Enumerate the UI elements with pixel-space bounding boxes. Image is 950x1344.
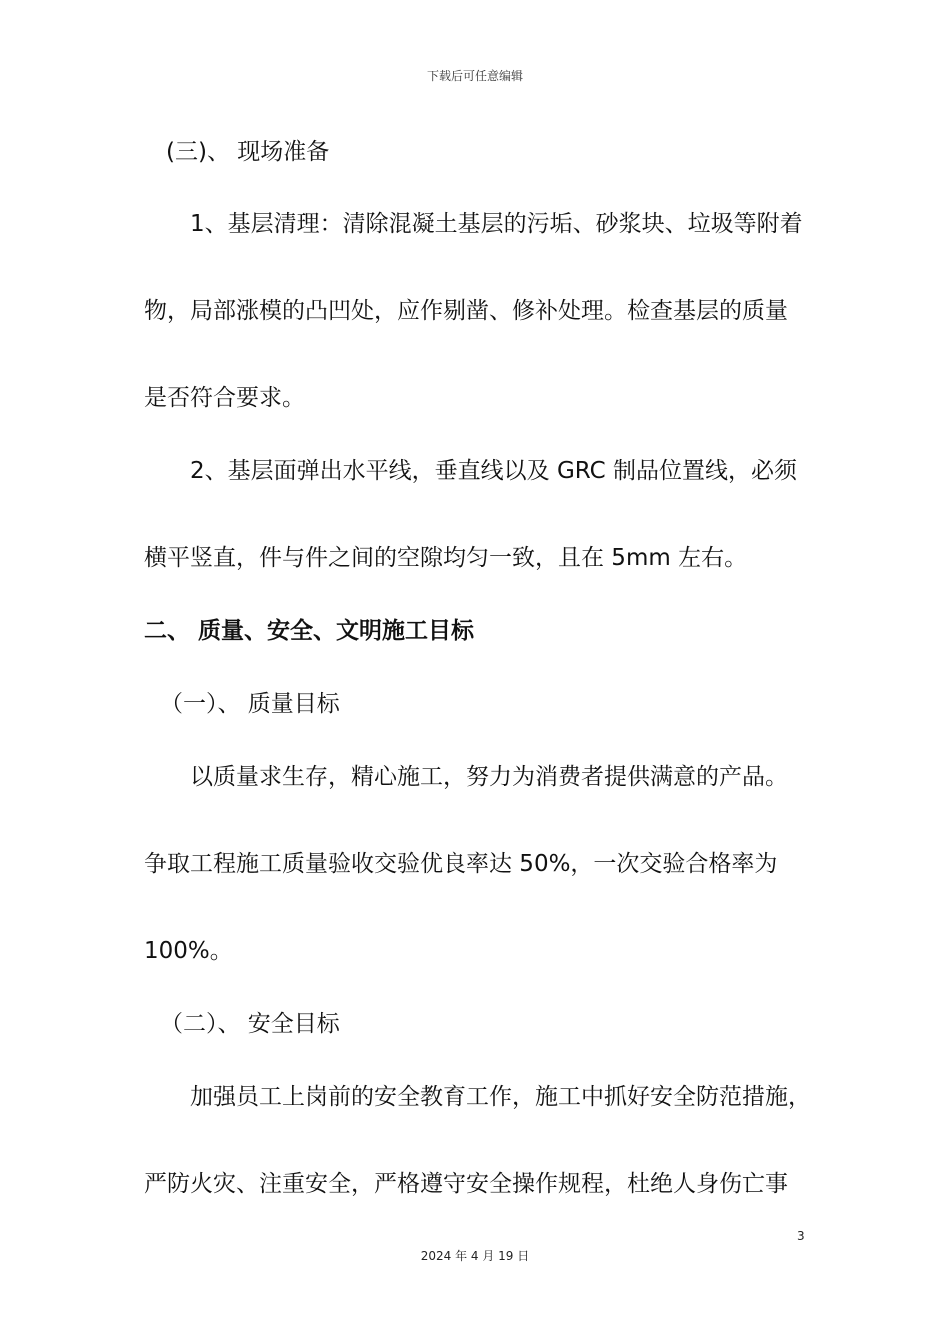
- paragraph-line: 争取工程施工质量验收交验优良率达 50%，一次交验合格率为: [144, 851, 778, 877]
- section-heading-goals: 二、 质量、安全、文明施工目标: [144, 618, 475, 644]
- paragraph-line: 严防火灾、注重安全，严格遵守安全操作规程，杜绝人身伤亡事: [144, 1171, 788, 1197]
- paragraph-line: 物，局部涨模的凸凹处，应作剔凿、修补处理。检查基层的质量: [144, 298, 788, 324]
- paragraph-line: 1、基层清理：清除混凝土基层的污垢、砂浆块、垃圾等附着: [190, 211, 803, 237]
- paragraph-line: 2、基层面弹出水平线，垂直线以及 GRC 制品位置线，必须: [190, 458, 797, 484]
- paragraph-line: 加强员工上岗前的安全教育工作，施工中抓好安全防范措施，: [190, 1084, 811, 1110]
- paragraph-line: 横平竖直，件与件之间的空隙均匀一致，且在 5mm 左右。: [144, 545, 748, 571]
- subsection-heading-quality: （一）、 质量目标: [160, 691, 340, 717]
- section-heading-site-preparation: (三)、 现场准备: [166, 139, 330, 165]
- footer-date: 2024 年 4 月 19 日: [420, 1249, 530, 1263]
- page-number: 3: [797, 1229, 805, 1243]
- paragraph-line: 100%。: [144, 938, 233, 964]
- page-header: 下载后可任意编辑: [426, 69, 523, 83]
- subsection-heading-safety: （二）、 安全目标: [160, 1011, 340, 1037]
- paragraph-line: 是否符合要求。: [144, 385, 305, 411]
- paragraph-line: 以质量求生存，精心施工，努力为消费者提供满意的产品。: [190, 764, 788, 790]
